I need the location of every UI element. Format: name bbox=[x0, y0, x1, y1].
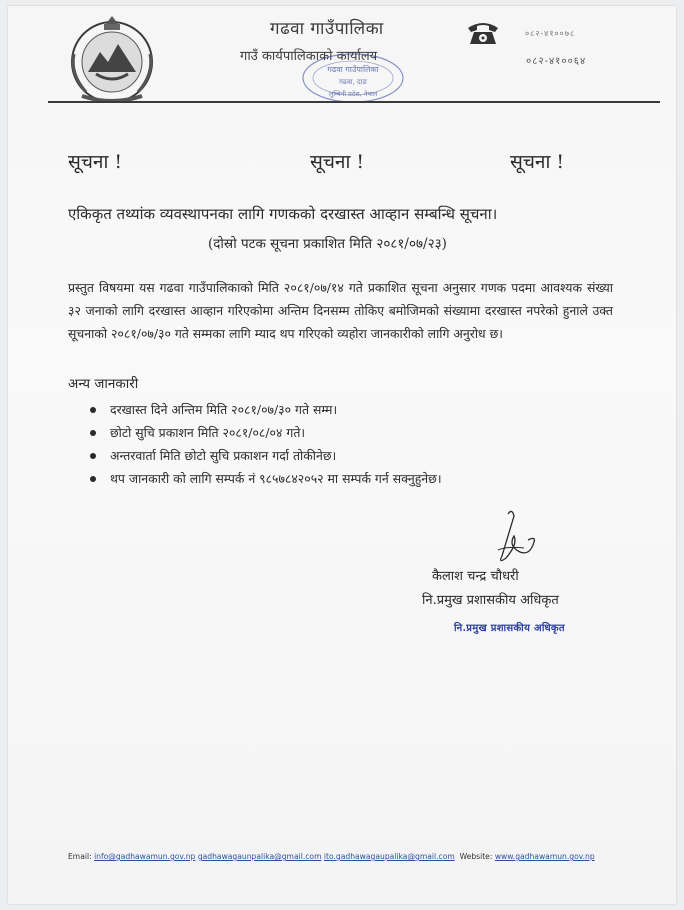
notice-body-paragraph: प्रस्तुत विषयमा यस गढवा गाउँपालिकाको मिति २०८१/०७/१४ गते प्रकाशित सूचना अनुसार गणक पदमा आवश्यक संख्या ३२ जनाको लागि दरखास्त आव्हान गरिएकोमा अन्तिम दिनसम्म तोकिए बमोजिमको संख्यामा दरखास्त नपरेको हुनाले उक्त सूचनाको २०८१/०७/३० गते सम्मका लागि म्याद थप गरिएको व्यहोरा जानकारीको लागि अनुरोध छ। bbox=[68, 280, 613, 341]
website-label: Website: bbox=[459, 852, 493, 861]
svg-text:गढवा, दाङ: गढवा, दाङ bbox=[338, 78, 368, 86]
list-item: अन्तरवार्ता मिति छोटो सुचि प्रकाशन गर्दा तोकीनेछ। bbox=[86, 444, 646, 467]
document-page bbox=[8, 6, 676, 904]
notice-title-left: सूचना ! bbox=[68, 151, 123, 173]
other-info-heading: अन्य जानकारी bbox=[68, 376, 139, 392]
nepal-government-emblem-icon bbox=[66, 14, 158, 106]
office-title: गढवा गाउँपालिका bbox=[270, 19, 384, 39]
handwritten-signature bbox=[478, 506, 558, 568]
signer-stamp: नि.प्रमुख प्रशासकीय अधिकृत bbox=[454, 623, 565, 634]
bullet-icon bbox=[90, 453, 96, 459]
notice-publication-date: (दोस्रो पटक सूचना प्रकाशित मिति २०८१/०७/२३) bbox=[208, 236, 447, 252]
bullet-icon bbox=[90, 430, 96, 436]
signer-title: नि.प्रमुख प्रशासकीय अधिकृत bbox=[422, 593, 559, 608]
notice-title-center: सूचना ! bbox=[310, 151, 365, 173]
bullet-icon bbox=[90, 476, 96, 482]
list-item: थप जानकारी को लागि सम्पर्क नं ९८५७८४२०५२ मा सम्पर्क गर्न सक्नुहुनेछ। bbox=[86, 467, 646, 490]
website-link[interactable]: www.gadhawamun.gov.np bbox=[494, 852, 595, 861]
email-link-info[interactable]: info@gadhawamun.gov.np bbox=[94, 852, 196, 861]
phone-number-primary: ०८२-४१००७८ bbox=[525, 29, 576, 38]
notice-title-right: सूचना ! bbox=[510, 151, 565, 173]
email-link-ito[interactable]: ito.gadhawagaupalika@gmail.com bbox=[323, 852, 455, 861]
bullet-icon bbox=[90, 407, 96, 413]
signer-name: कैलाश चन्द्र चौधरी bbox=[432, 569, 519, 584]
notice-subject: एकिकृत तथ्यांक व्यवस्थापनका लागि गणकको दरखास्त आव्हान सम्बन्धि सूचना। bbox=[68, 205, 498, 223]
header-divider bbox=[48, 101, 660, 103]
email-label: Email: bbox=[68, 852, 92, 861]
list-item: दरखास्त दिने अन्तिम मिति २०८१/०७/३० गते सम्म। bbox=[86, 398, 646, 421]
list-item: छोटो सुचि प्रकाशन मिति २०८१/०८/०४ गते। bbox=[86, 421, 646, 444]
other-info-list bbox=[86, 398, 646, 490]
email-link-gmail[interactable]: gadhawagaunpalika@gmail.com bbox=[197, 852, 322, 861]
office-subtitle: गाउँ कार्यपालिकाको कार्यालय bbox=[240, 49, 378, 64]
svg-text:गढवा गाउँपालिका: गढवा गाउँपालिका bbox=[327, 65, 379, 74]
footer-contact bbox=[68, 852, 595, 861]
svg-text:लुम्बिनी प्रदेश, नेपाल: लुम्बिनी प्रदेश, नेपाल bbox=[328, 90, 378, 98]
telephone-icon bbox=[466, 20, 500, 46]
phone-number-secondary: ०८२-४१००६४ bbox=[526, 56, 587, 67]
